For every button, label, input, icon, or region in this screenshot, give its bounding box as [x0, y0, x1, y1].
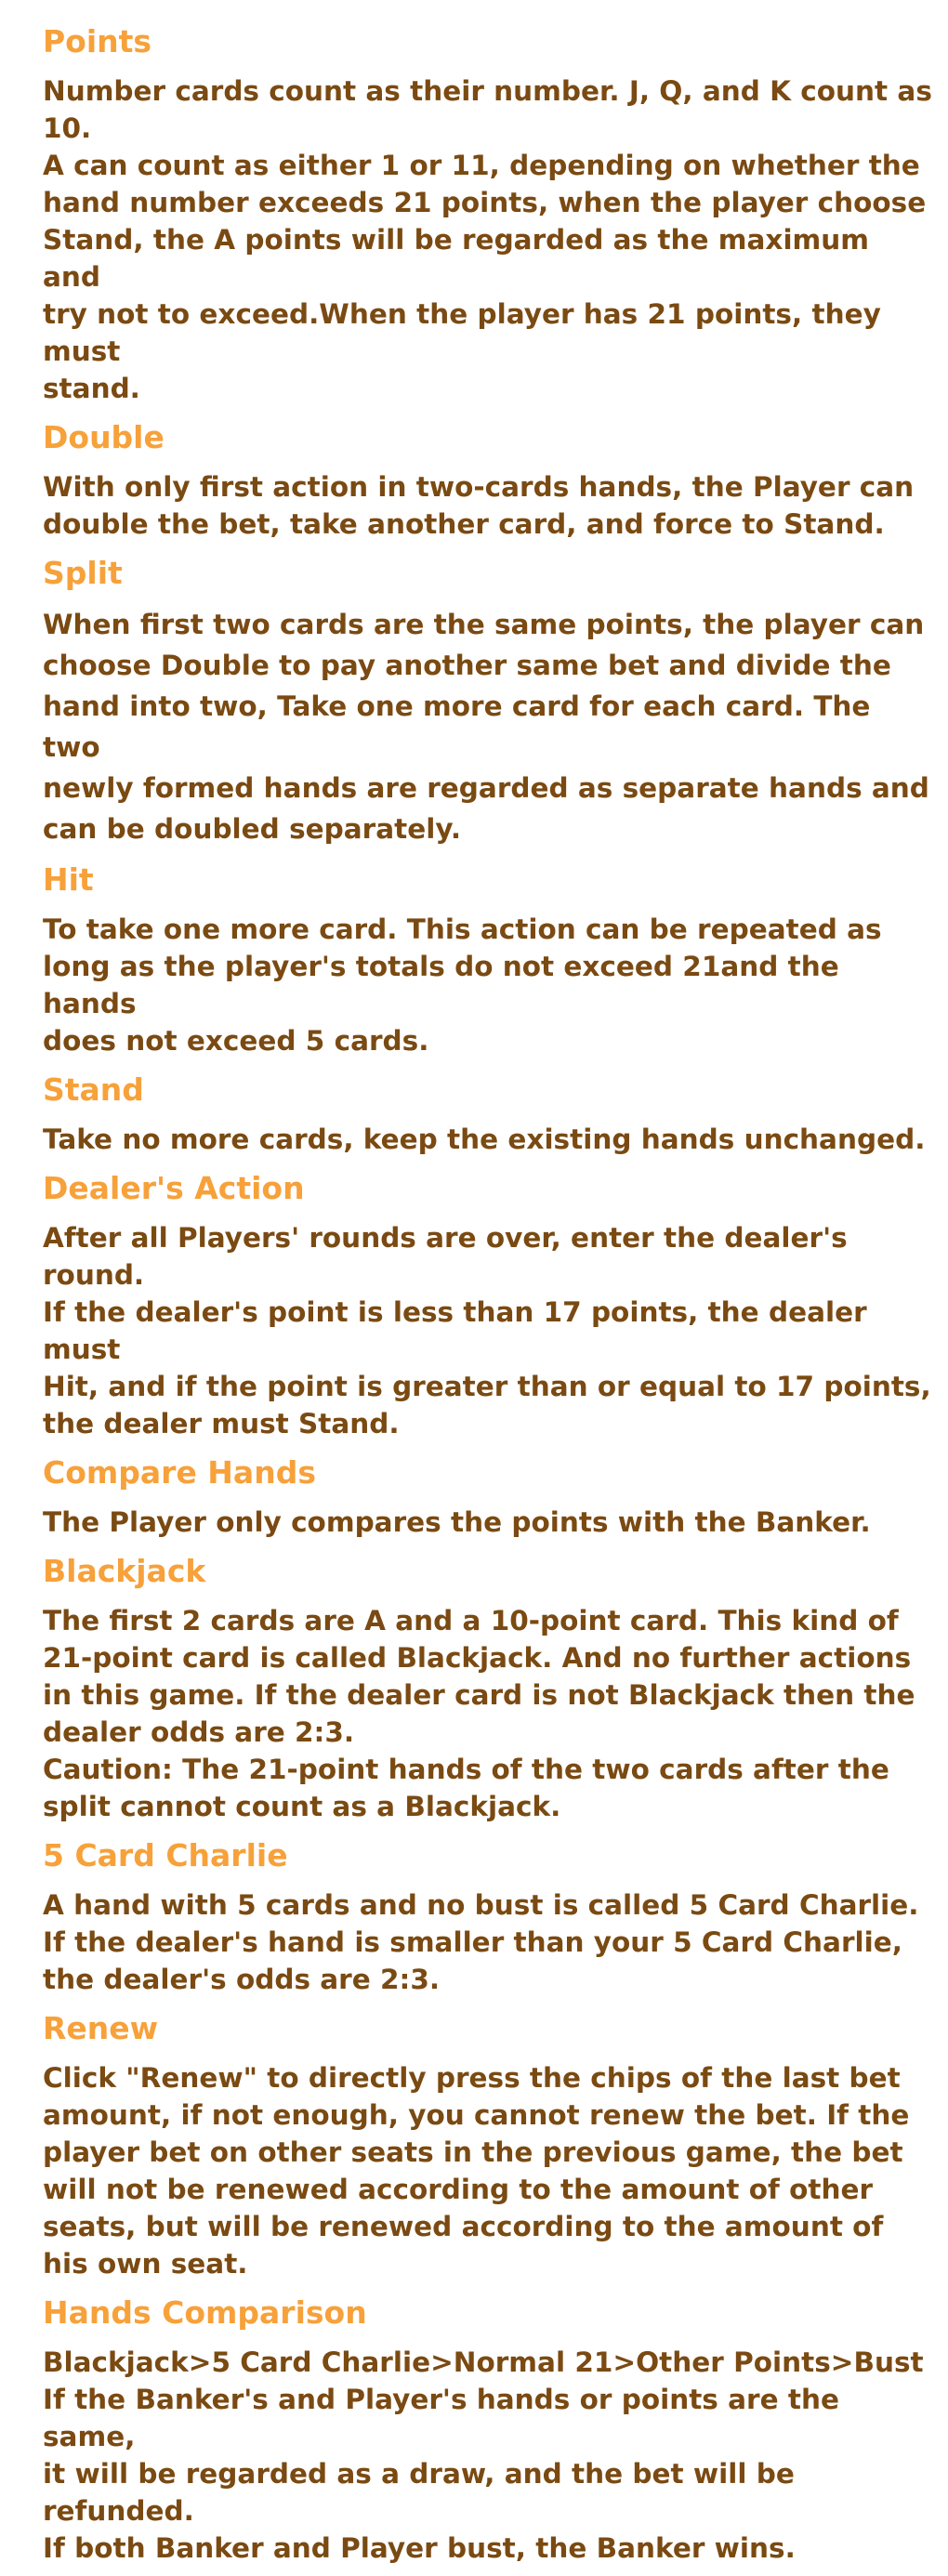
section-title-renew: Renew — [43, 2010, 159, 2046]
section-title-stand: Stand — [43, 1071, 144, 1108]
section-title-points: Points — [43, 23, 152, 59]
section-body-stand: Take no more cards, keep the existing hands unchanged. — [43, 1124, 926, 1155]
section-blackjack — [43, 1550, 935, 1825]
section-body-hit: To take one more card. This action can be repeated as long as the player's totals do not exceed 21and the hands does not exceed 5 cards. — [43, 913, 882, 1057]
section-compare-hands — [43, 1452, 935, 1541]
section-title-split: Split — [43, 555, 123, 591]
section-split — [43, 552, 935, 849]
section-title-hit: Hit — [43, 861, 94, 898]
section-body-double: With only first action in two-cards hands, the Player can double the bet, take another card, and force to Stand. — [43, 471, 915, 540]
section-body-compare-hands: The Player only compares the points with the Banker. — [43, 1506, 871, 1538]
section-body-5-card-charlie: A hand with 5 cards and no bust is called 5 Card Charlie. If the dealer's hand is smaller than your 5 Card Charlie, the dealer's odds are 2:3. — [43, 1889, 919, 1995]
rules-content — [43, 20, 935, 2576]
section-title-hands-comparison: Hands Comparison — [43, 2294, 367, 2331]
section-title-compare-hands: Compare Hands — [43, 1454, 316, 1491]
section-body-hands-comparison: Blackjack>5 Card Charlie>Normal 21>Other Points>Bust If the Banker's and Player's hands or points are the same, it will be regarded as a draw, and the bet will be refunded. If both Banker and Player bust, the Banker wins. — [43, 2346, 924, 2564]
section-title-5-card-charlie: 5 Card Charlie — [43, 1837, 288, 1873]
section-body-renew: Click "Renew" to directly press the chips of the last bet amount, if not enough, you cannot renew the bet. If the player bet on other seats in the previous game, the bet will not be renewed according to the amount of other seats, but will be renewed according to the amount of his own seat. — [43, 2062, 910, 2280]
section-body-split: When first two cards are the same points, the player can choose Double to pay another same bet and divide the hand into two, Take one more card for each card. The two newly formed hands are regarded as separate hands and can be doubled separately. — [43, 609, 929, 845]
section-hands-comparison — [43, 2292, 935, 2567]
section-points — [43, 20, 935, 407]
section-title-dealers-action: Dealer's Action — [43, 1170, 305, 1206]
section-renew — [43, 2007, 935, 2282]
section-hit — [43, 859, 935, 1059]
section-body-points: Number cards count as their number. J, Q, and K count as 10. A can count as either 1 or 11, depending on whether the hand number exceeds 21 points, when the player choose Stand, the A points will be regarded as the maximum and try not to exceed.When the player has 21 points, they must stand. — [43, 75, 932, 404]
section-title-blackjack: Blackjack — [43, 1553, 206, 1589]
section-5-card-charlie — [43, 1834, 935, 1998]
section-body-dealers-action: After all Players' rounds are over, enter the dealer's round. If the dealer's point is less than 17 points, the dealer must Hit, and if the point is greater than or equal to 17 points, the dealer must Stand. — [43, 1222, 931, 1439]
section-double — [43, 416, 935, 543]
section-stand — [43, 1069, 935, 1158]
section-title-double: Double — [43, 419, 165, 455]
section-body-blackjack: The first 2 cards are A and a 10-point card. This kind of 21-point card is called Blackjack. And no further actions in this game. If the dealer card is not Blackjack then the dealer odds are 2:3. Caution: The 21-point hands of the two cards after the split cannot count as a Blackjack. — [43, 1605, 915, 1822]
section-dealers-action — [43, 1167, 935, 1442]
